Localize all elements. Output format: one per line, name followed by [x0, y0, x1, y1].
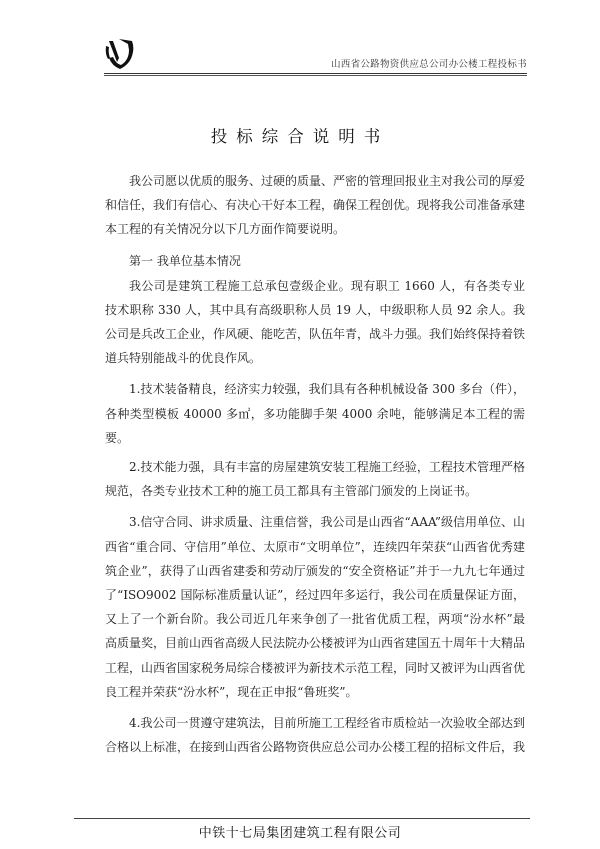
section-heading: 第一 我单位基本情况 [129, 253, 241, 268]
intro-paragraph: 我公司愿以优质的服务、过硬的质量、严密的管理回报业主对我公司的厚爱和信任，我们有信心、有决心干好本工程，确保工程创优。现将我公司准备承建本工程的有关情况分以下几方面作简要说明。 [105, 174, 526, 237]
list-item-2: 2.技术能力强，具有丰富的房屋建筑安装工程施工经验，工程技术管理严格规范，各类专业技术工种的施工员工都具有主管部门颁发的上岗证书。 [105, 460, 525, 499]
company-logo-icon [104, 38, 134, 70]
footer-divider [74, 818, 530, 819]
header-divider [104, 73, 527, 74]
document-title: 投标综合说明书 [210, 127, 390, 146]
list-item-4: 4.我公司一贯遵守建筑法，目前所施工工程经省市质检站一次验收全部达到合格以上标准，在接到山西省公路物资供应总公司办公楼工程的招标文件后，我 [105, 716, 526, 755]
body-paragraph: 我公司是建筑工程施工总承包壹级企业。现有职工 1660 人，有各类专业技术职称 330 人，其中具有高级职称人员 19 人，中级职称人员 92 余人。我公司是兵改工企业，作风硬、能吃苦，队伍年青，战斗力强。我们始终保持着铁道兵特别能战斗的优良作风。 [105, 278, 526, 366]
document-body [105, 169, 525, 759]
list-item-3: 3.信守合同、讲求质量、注重信誉，我公司是山西省“AAA”级信用单位、山西省“重合同、守信用”单位、太原市“文明单位”，连续四年荣获“山西省优秀建筑企业”，获得了山西省建委和劳动厅颁发的“安全资格证”并于一九九七年通过了“ISO9002 国际标准质量认证”，经过四年多运行，我公司在质量保证方面，又上了一个新台阶。我公司近几年来争创了一批省优质工程，两项“汾水杯”最高质量奖，目前山西省高级人民法院办公楼被评为山西省建国五十周年十大精品工程，山西省国家税务局综合楼被评为新技术示范工程，同时又被评为山西省优良工程并荣获“汾水杯”，现在正申报“鲁班奖”。 [105, 515, 526, 699]
list-item-1: 1.技术装备精良，经济实力较强，我们具有各种机械设备 300 多台（件），各种类型模板 40000 多㎡，多功能脚手架 4000 余吨，能够满足本工程的需要。 [105, 382, 525, 445]
footer-company-name: 中铁十七局集团建筑工程有限公司 [198, 826, 402, 841]
header-divider-thin [104, 75, 527, 76]
header-title: 山西省公路物资供应总公司办公楼工程投标书 [330, 59, 527, 70]
